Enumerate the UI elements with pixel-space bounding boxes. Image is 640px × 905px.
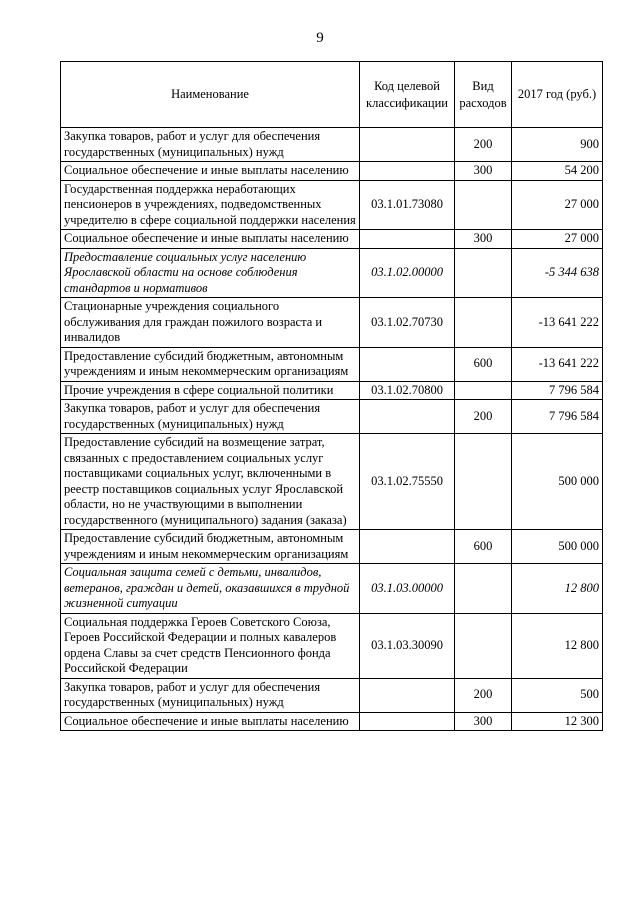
row-name: Государственная поддержка неработающих пенсионеров в учреждениях, подведомственных учредителю в сфере социальной поддержки населения [61,180,360,230]
row-name: Прочие учреждения в сфере социальной политики [61,381,360,400]
row-name: Стационарные учреждения социального обслуживания для граждан пожилого возраста и инвалидов [61,298,360,348]
row-amount: 7 796 584 [512,400,603,434]
table-row [61,347,603,381]
row-name: Социальное обеспечение и иные выплаты населению [61,162,360,181]
table-row [61,564,603,614]
table-row [61,400,603,434]
table-row [61,162,603,181]
row-amount: 27 000 [512,180,603,230]
row-expense-type [455,298,512,348]
row-name: Предоставление субсидий на возмещение затрат, связанных с предоставлением социальных услуг поставщиками социальных услуг, включенными в реестр поставщиков социальных услуг Ярославской области, но не участвующими в выполнении государственного (муниципального) задания (заказа) [61,434,360,530]
row-code: 03.1.02.00000 [360,248,455,298]
row-expense-type: 300 [455,712,512,731]
table-row [61,530,603,564]
row-expense-type: 200 [455,400,512,434]
row-amount: -13 641 222 [512,347,603,381]
row-code: 03.1.02.75550 [360,434,455,530]
row-expense-type [455,381,512,400]
row-expense-type [455,564,512,614]
table-row [61,230,603,249]
table-row [61,180,603,230]
row-code [360,162,455,181]
row-code: 03.1.03.30090 [360,613,455,678]
table-header-row [61,62,603,128]
row-code [360,530,455,564]
row-expense-type [455,180,512,230]
row-name: Социальное обеспечение и иные выплаты населению [61,712,360,731]
row-name: Предоставление социальных услуг населению Ярославской области на основе соблюдения стандартов и нормативов [61,248,360,298]
row-amount: -5 344 638 [512,248,603,298]
row-code [360,347,455,381]
row-name: Предоставление субсидий бюджетным, автономным учреждениям и иным некоммерческим организациям [61,530,360,564]
table-row [61,298,603,348]
row-amount: 7 796 584 [512,381,603,400]
row-code: 03.1.01.73080 [360,180,455,230]
header-type: Вид расходов [455,62,512,128]
row-amount: 27 000 [512,230,603,249]
row-expense-type: 300 [455,162,512,181]
row-amount: -13 641 222 [512,298,603,348]
row-name: Закупка товаров, работ и услуг для обеспечения государственных (муниципальных) нужд [61,400,360,434]
row-code [360,678,455,712]
page-number: 9 [316,30,324,46]
table-row [61,434,603,530]
row-amount: 500 000 [512,434,603,530]
row-expense-type [455,248,512,298]
row-expense-type: 200 [455,128,512,162]
row-amount: 12 800 [512,613,603,678]
row-amount: 12 300 [512,712,603,731]
row-expense-type: 600 [455,347,512,381]
row-amount: 500 [512,678,603,712]
row-code: 03.1.02.70730 [360,298,455,348]
row-name: Социальная поддержка Героев Советского Союза, Героев Российской Федерации и полных кавалеров ордена Славы за счет средств Пенсионного фонда Российской Федерации [61,613,360,678]
row-expense-type [455,434,512,530]
budget-table [60,61,603,731]
table-body [61,128,603,731]
header-amount: 2017 год (руб.) [512,62,603,128]
row-name: Предоставление субсидий бюджетным, автономным учреждениям и иным некоммерческим организациям [61,347,360,381]
row-code [360,128,455,162]
table-row [61,613,603,678]
row-code: 03.1.02.70800 [360,381,455,400]
row-code [360,230,455,249]
row-name: Закупка товаров, работ и услуг для обеспечения государственных (муниципальных) нужд [61,128,360,162]
row-code: 03.1.03.00000 [360,564,455,614]
row-expense-type: 300 [455,230,512,249]
row-expense-type [455,613,512,678]
row-expense-type: 600 [455,530,512,564]
row-amount: 900 [512,128,603,162]
table-row [61,128,603,162]
table-row [61,248,603,298]
header-name: Наименование [61,62,360,128]
row-code [360,712,455,731]
row-name: Социальное обеспечение и иные выплаты населению [61,230,360,249]
row-name: Социальная защита семей с детьми, инвалидов, ветеранов, граждан и детей, оказавшихся в трудной жизненной ситуации [61,564,360,614]
row-expense-type: 200 [455,678,512,712]
header-code: Код целевой классификации [360,62,455,128]
table-row [61,678,603,712]
row-amount: 54 200 [512,162,603,181]
row-name: Закупка товаров, работ и услуг для обеспечения государственных (муниципальных) нужд [61,678,360,712]
row-code [360,400,455,434]
table-row [61,381,603,400]
table-row [61,712,603,731]
row-amount: 12 800 [512,564,603,614]
row-amount: 500 000 [512,530,603,564]
